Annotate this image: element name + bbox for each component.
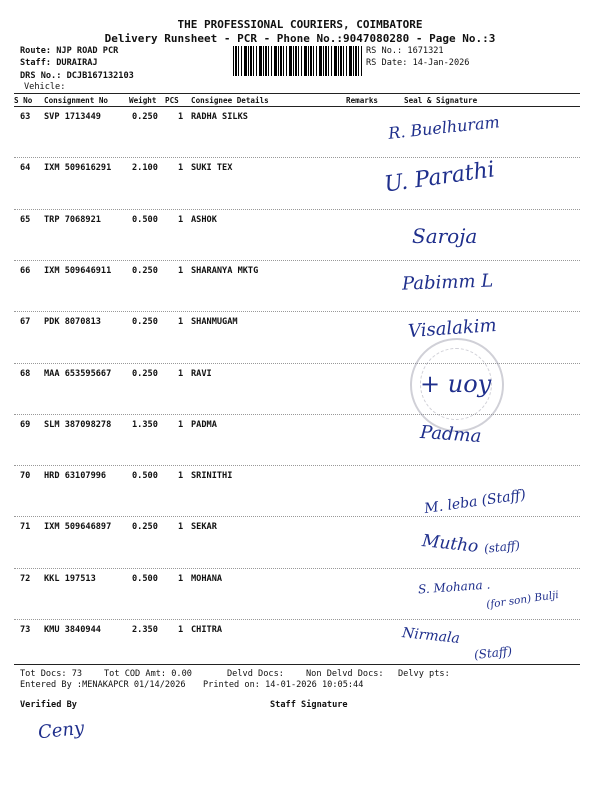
row-consignee: PADMA [191,420,217,430]
row-weight: 2.100 [132,163,158,173]
row-weight: 0.250 [132,112,158,122]
row-pcs: 1 [178,266,184,276]
barcode [233,46,363,76]
row-separator [14,465,580,466]
row-consignee: RAVI [191,369,212,379]
row-sno: 73 [20,625,31,635]
non-delivered-docs: Non Delvd Docs: [306,669,384,679]
col-pcs: PCS [165,96,179,105]
row-weight: 0.250 [132,317,158,327]
row-separator [14,209,580,210]
row-sno: 66 [20,266,31,276]
row-pcs: 1 [178,574,184,584]
rs-date: RS Date: 14-Jan-2026 [366,58,470,68]
runsheet-subtitle: Delivery Runsheet - PCR - Phone No.:9047080280 - Page No.:3 [104,32,496,45]
row-consignee: SRINITHI [191,471,233,481]
col-weight: Weight [129,96,157,105]
row-pcs: 1 [178,625,184,635]
row-weight: 0.500 [132,574,158,584]
row-consignment-no: MAA 653595667 [44,369,112,379]
row-pcs: 1 [178,369,184,379]
total-cod-amount: Tot COD Amt: 0.00 [104,669,192,679]
row-pcs: 1 [178,420,184,430]
row-consignment-no: KKL 197513 [44,574,96,584]
route-label: Route: NJP ROAD PCR [20,46,119,56]
signature-69: Padma [419,421,483,448]
row-pcs: 1 [178,317,184,327]
row-sno: 71 [20,522,31,532]
signature-71-staff: (staff) [483,538,521,556]
row-sno: 72 [20,574,31,584]
staff-label: Staff: DURAIRAJ [20,58,98,68]
row-separator [14,260,580,261]
row-pcs: 1 [178,215,184,225]
row-consignment-no: SLM 387098278 [44,420,112,430]
row-consignee: SHARANYA MKTG [191,266,259,276]
delivered-docs: Delvd Docs: [227,669,284,679]
row-pcs: 1 [178,522,184,532]
row-pcs: 1 [178,112,184,122]
row-consignment-no: IXM 509646911 [44,266,112,276]
row-consignee: SUKI TEX [191,163,233,173]
row-consignee: MOHANA [191,574,223,584]
row-weight: 2.350 [132,625,158,635]
row-consignee: SHANMUGAM [191,317,238,327]
row-separator [14,568,580,569]
row-consignment-no: SVP 1713449 [44,112,101,122]
row-weight: 1.350 [132,420,158,430]
vehicle-label: Vehicle: [24,82,66,92]
row-weight: 0.250 [132,266,158,276]
signature-64: U. Parathi [382,157,497,198]
signature-63: R. Buelhuram [387,112,501,143]
signature-70: M. leba (Staff) [423,486,527,518]
row-separator [14,619,580,620]
row-weight: 0.500 [132,215,158,225]
row-consignment-no: TRP 7068921 [44,215,101,225]
row-separator [14,414,580,415]
row-consignee: SEKAR [191,522,217,532]
signature-73: Nirmala [401,625,461,647]
col-sno: S No [14,96,33,105]
row-consignee: ASHOK [191,215,217,225]
printed-on: Printed on: 14-01-2026 10:05:44 [203,680,364,690]
row-weight: 0.250 [132,369,158,379]
col-consignment: Consignment No [44,96,109,105]
row-consignment-no: KMU 3840944 [44,625,101,635]
row-consignment-no: PDK 8070813 [44,317,101,327]
col-consignee: Consignee Details [191,96,269,105]
row-sno: 65 [20,215,31,225]
delivery-points: Delvy pts: [398,669,450,679]
row-separator [14,516,580,517]
drs-number: DRS No.: DCJB167132103 [20,71,134,81]
entered-by: Entered By :MENAKAPCR 01/14/2026 [20,680,186,690]
row-separator [14,157,580,158]
row-consignment-no: IXM 509616291 [44,163,112,173]
company-title: THE PROFESSIONAL COURIERS, COIMBATORE [177,18,423,31]
row-sno: 70 [20,471,31,481]
row-pcs: 1 [178,163,184,173]
row-consignee: CHITRA [191,625,223,635]
col-remarks: Remarks [346,96,379,105]
staff-signature-label: Staff Signature [270,700,348,710]
row-sno: 67 [20,317,31,327]
row-separator [14,311,580,312]
row-pcs: 1 [178,471,184,481]
verifier-signature: Ceny [37,717,86,744]
rs-number: RS No.: 1671321 [366,46,444,56]
row-consignment-no: HRD 63107996 [44,471,107,481]
signature-67: Visalakim [407,314,498,343]
row-sno: 68 [20,369,31,379]
row-consignee: RADHA SILKS [191,112,248,122]
signature-65: Saroja [412,224,478,248]
row-sno: 63 [20,112,31,122]
signature-73-staff: (Staff) [473,644,513,662]
row-weight: 0.500 [132,471,158,481]
row-sno: 69 [20,420,31,430]
verified-by-label: Verified By [20,700,77,710]
row-weight: 0.250 [132,522,158,532]
signature-71: Mutho [421,531,480,557]
signature-72: S. Mohana . [417,577,491,597]
signature-66: Pabimm L [401,270,494,295]
signature-72-note: (for son) Bulji [485,588,560,612]
row-consignment-no: IXM 509646897 [44,522,112,532]
row-sno: 64 [20,163,31,173]
signature-68: + uoy [420,370,492,398]
col-seal-signature: Seal & Signature [404,96,478,105]
total-docs: Tot Docs: 73 [20,669,83,679]
